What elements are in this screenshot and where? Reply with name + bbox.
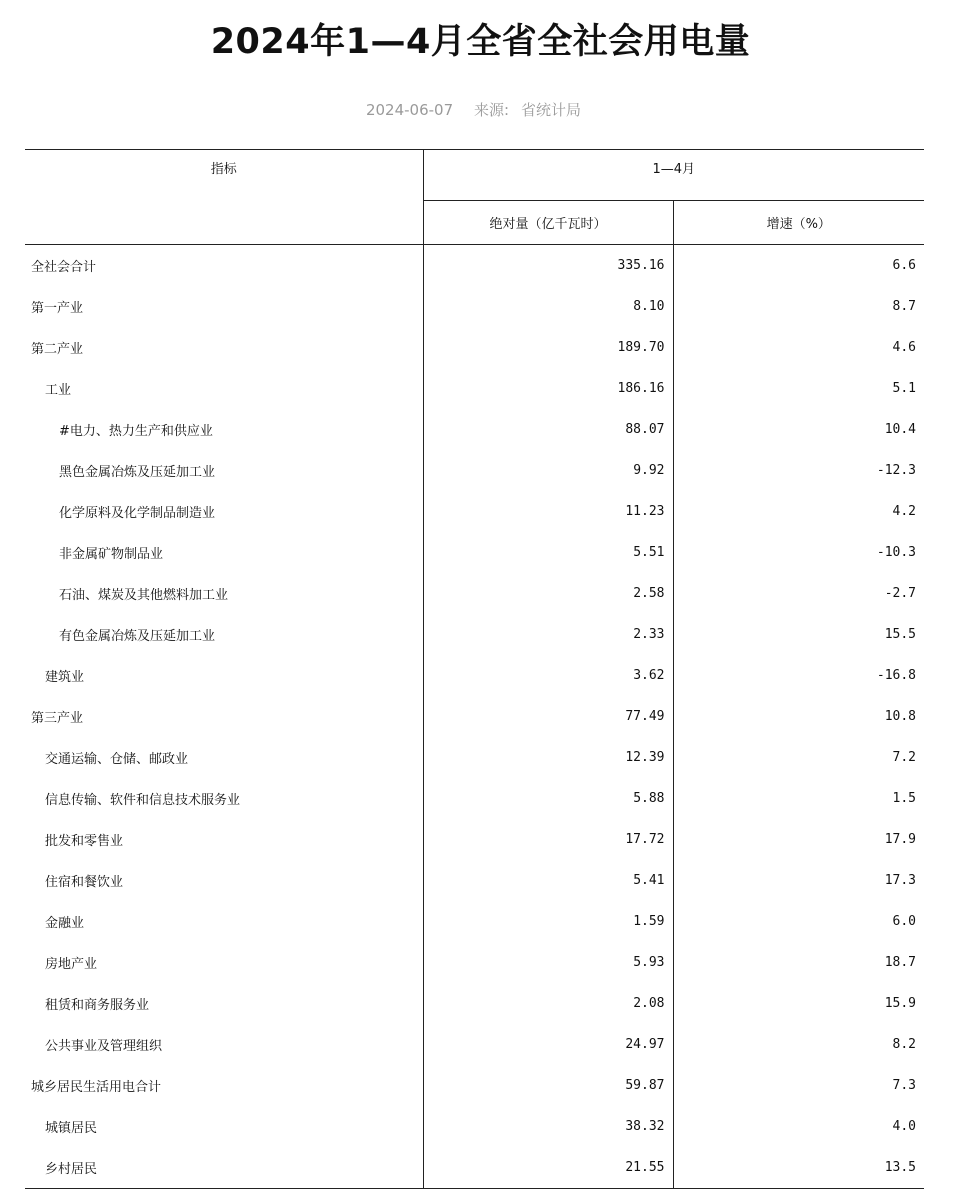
row-growth-value: 8.7: [673, 286, 924, 327]
row-growth-value: 7.3: [673, 1065, 924, 1106]
row-absolute-value: 3.62: [423, 655, 673, 696]
table-row: [25, 286, 924, 327]
row-absolute-value: 77.49: [423, 696, 673, 737]
row-label: 城镇居民: [45, 1121, 98, 1136]
row-label: 第三产业: [31, 711, 84, 726]
row-label: 石油、煤炭及其他燃料加工业: [59, 588, 229, 603]
table-row: [25, 1147, 924, 1189]
row-growth-value: 5.1: [673, 368, 924, 409]
row-growth-value: 6.6: [673, 245, 924, 287]
row-growth-value: -2.7: [673, 573, 924, 614]
table-row: [25, 327, 924, 368]
row-label: 黑色金属冶炼及压延加工业: [59, 465, 216, 480]
row-label: 非金属矿物制品业: [59, 547, 164, 562]
row-growth-value: 8.2: [673, 1024, 924, 1065]
table-row: [25, 1106, 924, 1147]
table-row: [25, 1024, 924, 1065]
row-absolute-value: 5.88: [423, 778, 673, 819]
header-indicator: 指标: [25, 150, 423, 245]
row-growth-value: 10.4: [673, 409, 924, 450]
table-row: [25, 737, 924, 778]
row-label: 住宿和餐饮业: [45, 875, 124, 890]
header-growth: 增速（%）: [673, 201, 924, 245]
row-absolute-value: 2.08: [423, 983, 673, 1024]
row-label: 化学原料及化学制品制造业: [59, 506, 216, 521]
row-growth-value: 7.2: [673, 737, 924, 778]
row-growth-value: 4.0: [673, 1106, 924, 1147]
row-absolute-value: 5.51: [423, 532, 673, 573]
row-absolute-value: 17.72: [423, 819, 673, 860]
row-label: 全社会合计: [31, 260, 97, 275]
table-row: [25, 409, 924, 450]
row-label: 房地产业: [45, 957, 98, 972]
row-label: 信息传输、软件和信息技术服务业: [45, 793, 241, 808]
table-row: [25, 901, 924, 942]
source-name: 省统计局: [521, 101, 582, 119]
row-absolute-value: 21.55: [423, 1147, 673, 1189]
row-label: 金融业: [45, 916, 85, 931]
row-label: 建筑业: [45, 670, 85, 685]
row-absolute-value: 12.39: [423, 737, 673, 778]
header-absolute: 绝对量（亿千瓦时）: [423, 201, 673, 245]
table-body: [25, 245, 924, 1189]
row-label: 乡村居民: [25, 1147, 423, 1189]
article-meta: [0, 99, 947, 120]
row-label: 批发和零售业: [45, 834, 124, 849]
row-label: 工业: [45, 383, 72, 398]
row-growth-value: -12.3: [673, 450, 924, 491]
row-absolute-value: 5.41: [423, 860, 673, 901]
table-row: [25, 983, 924, 1024]
row-growth-value: 13.5: [673, 1147, 924, 1189]
table-row: [25, 942, 924, 983]
table-row: [25, 614, 924, 655]
row-label: 交通运输、仓储、邮政业: [45, 752, 189, 767]
table-row: [25, 532, 924, 573]
row-growth-value: 15.9: [673, 983, 924, 1024]
row-growth-value: 15.5: [673, 614, 924, 655]
table-row: [25, 778, 924, 819]
row-growth-value: 4.2: [673, 491, 924, 532]
row-absolute-value: 11.23: [423, 491, 673, 532]
header-period: 1—4月: [423, 150, 924, 201]
table-row: [25, 655, 924, 696]
table-row: [25, 450, 924, 491]
row-absolute-value: 5.93: [423, 942, 673, 983]
table-row: [25, 860, 924, 901]
table-row: [25, 573, 924, 614]
row-growth-value: 17.9: [673, 819, 924, 860]
row-absolute-value: 8.10: [423, 286, 673, 327]
row-absolute-value: 59.87: [423, 1065, 673, 1106]
row-absolute-value: 1.59: [423, 901, 673, 942]
row-absolute-value: 335.16: [423, 245, 673, 287]
row-growth-value: -10.3: [673, 532, 924, 573]
table-row: [25, 368, 924, 409]
row-label: 公共事业及管理组织: [45, 1039, 163, 1054]
row-growth-value: 6.0: [673, 901, 924, 942]
row-growth-value: 1.5: [673, 778, 924, 819]
table-row: [25, 819, 924, 860]
row-label: 第一产业: [31, 301, 84, 316]
table-row: [25, 491, 924, 532]
table-row: [25, 1065, 924, 1106]
row-absolute-value: 2.58: [423, 573, 673, 614]
row-absolute-value: 24.97: [423, 1024, 673, 1065]
row-absolute-value: 38.32: [423, 1106, 673, 1147]
electricity-stats-table: [25, 149, 924, 1189]
table-row: [25, 245, 924, 287]
row-label: #电力、热力生产和供应业: [59, 424, 213, 439]
row-growth-value: -16.8: [673, 655, 924, 696]
row-label: 城乡居民生活用电合计: [31, 1080, 162, 1095]
row-absolute-value: 2.33: [423, 614, 673, 655]
row-growth-value: 18.7: [673, 942, 924, 983]
row-label: 有色金属冶炼及压延加工业: [59, 629, 216, 644]
table-row: [25, 696, 924, 737]
row-growth-value: 17.3: [673, 860, 924, 901]
row-growth-value: 4.6: [673, 327, 924, 368]
row-absolute-value: 189.70: [423, 327, 673, 368]
row-absolute-value: 186.16: [423, 368, 673, 409]
row-absolute-value: 88.07: [423, 409, 673, 450]
row-absolute-value: 9.92: [423, 450, 673, 491]
publish-date: 2024-06-07: [365, 101, 454, 119]
page-title: 2024年1—4月全省全社会用电量: [210, 22, 751, 62]
source-label: 来源:: [473, 101, 509, 119]
row-label: 第二产业: [31, 342, 84, 357]
row-label: 租赁和商务服务业: [45, 998, 150, 1013]
row-growth-value: 10.8: [673, 696, 924, 737]
